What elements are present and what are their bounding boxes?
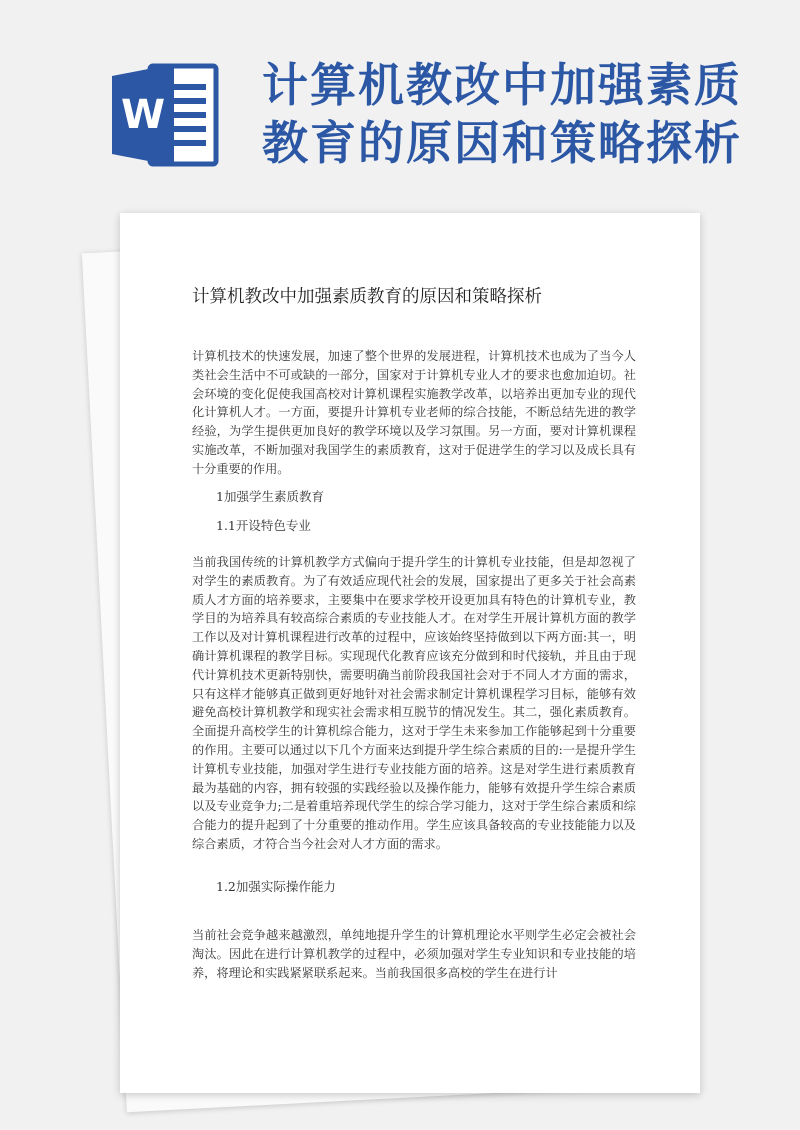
section-heading-1-1: 1.1开设特色专业 <box>216 518 311 533</box>
document-page <box>120 213 700 1093</box>
paragraph-practice: 当前社会竞争越来越激烈，单纯地提升学生的计算机理论水平则学生必定会被社会淘汰。因此在进行计算机教学的过程中，必须加强对学生专业知识和专业技能的培养，将理论和实践紧紧联系起来。当前我国很多高校的学生在进行计 <box>192 928 636 980</box>
banner-title-line-2: 教育的原因和策略探析 <box>262 116 742 170</box>
section-heading-1: 1加强学生素质教育 <box>216 489 324 504</box>
paragraph-intro: 计算机技术的快速发展，加速了整个世界的发展进程，计算机技术也成为了当今人类社会生活中不可或缺的一部分，国家对于计算机专业人才的要求也愈加迫切。社会环境的变化促使我国高校对计算机课程实施教学改革，以培养出更加专业的现代化计算机人才。一方面，要提升计算机专业老师的综合技能，不断总结先进的教学经验，为学生提供更加良好的教学环境以及学习氛围。另一方面，要对计算机课程实施改革，不断加强对我国学生的素质教育，这对于促进学生的学习以及成长具有十分重要的作用。 <box>192 349 636 476</box>
section-heading-1-2: 1.2加强实际操作能力 <box>216 879 336 894</box>
banner-title <box>262 56 792 172</box>
word-icon-letter: W <box>120 92 166 138</box>
paragraph-specialty: 当前我国传统的计算机教学方式偏向于提升学生的计算机专业技能，但是却忽视了对学生的素质教育。为了有效适应现代社会的发展，国家提出了更多关于社会高素质人才方面的培养要求，主要集中在要求学校开设更加具有特色的计算机专业，教学目的为培养具有较高综合素质的专业技能人才。在对学生开展计算机方面的教学工作以及对计算机课程进行改革的过程中，应该始终坚持做到以下两方面:其一，明确计算机课程的教学目标。实现现代化教育应该充分做到和时代接轨，并且由于现代计算机技术更新特别快，需要明确当前阶段我国社会对于不同人才方面的需求，只有这样才能够真正做到更好地针对社会需求制定计算机课程学习目标，能够有效避免高校计算机教学和现实社会需求相互脱节的情况发生。其二，强化素质教育。全面提升高校学生的计算机综合能力，这对于学生未来参加工作能够起到十分重要的作用。主要可以通过以下几个方面来达到提升学生综合素质的目的:一是提升学生计算机专业技能，加强对学生进行专业技能方面的培养。这是对学生进行素质教育最为基础的内容，拥有较强的实践经验以及操作能力，能够有效提升学生综合素质以及专业竞争力;二是着重培养现代学生的综合学习能力，这对于学生综合素质和综合能力的提升起到了十分重要的推动作用。学生应该具备较高的专业技能能力以及综合素质，才符合当今社会对人才方面的需求。 <box>192 555 636 851</box>
word-document-icon <box>112 60 220 170</box>
document-title: 计算机教改中加强素质教育的原因和策略探析 <box>192 287 542 307</box>
banner-title-line-1: 计算机教改中加强素质 <box>262 58 742 112</box>
